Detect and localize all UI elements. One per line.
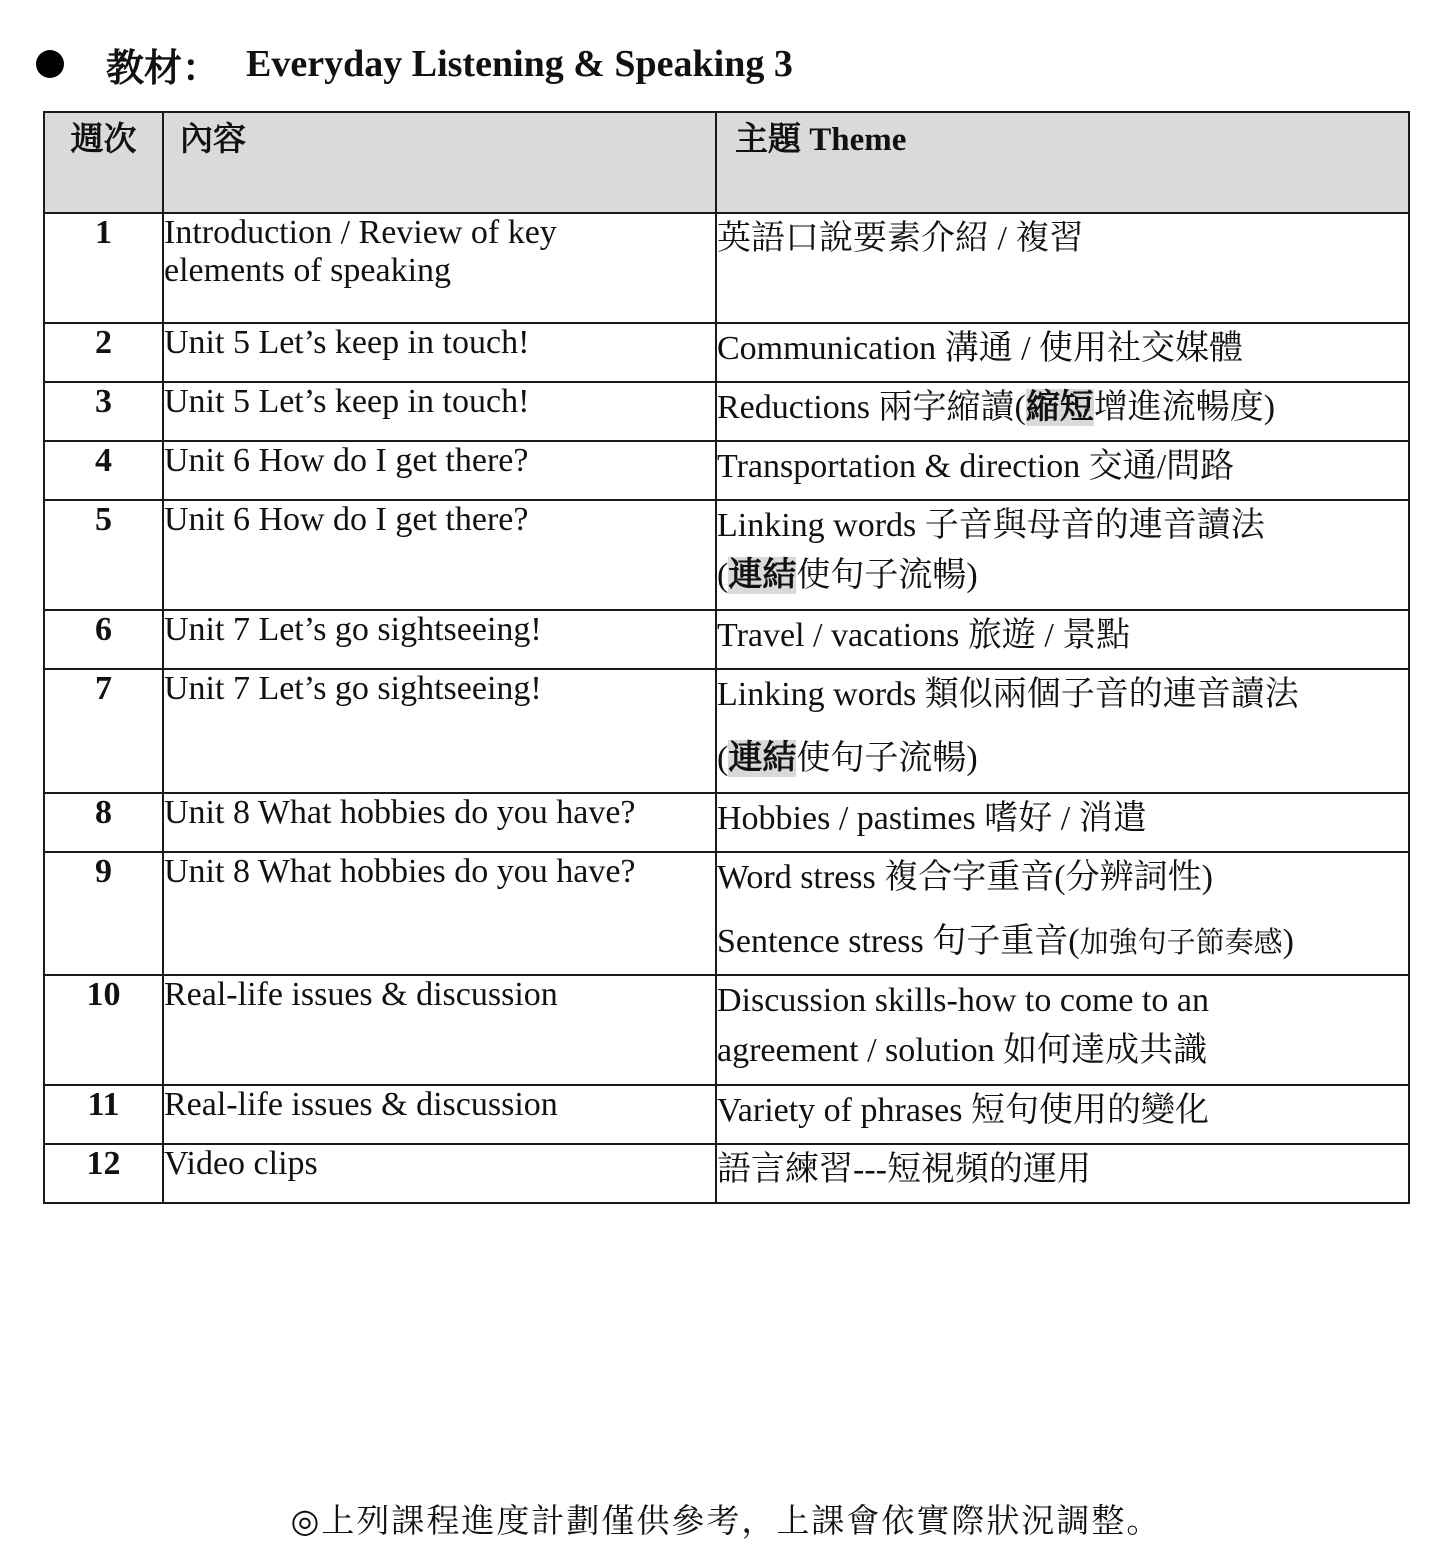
- theme-line: [717, 917, 1408, 968]
- table-row: [44, 1085, 1409, 1144]
- content-cell: [163, 382, 716, 441]
- theme-line: [717, 734, 1408, 784]
- theme-cell: [716, 323, 1409, 382]
- content-line: Unit 8 What hobbies do you have?: [164, 853, 636, 890]
- content-cell: [163, 323, 716, 382]
- table-row: [44, 500, 1409, 610]
- week-number: 5: [44, 500, 163, 610]
- theme-line: 英語口說要素介紹 / 複習: [717, 220, 1084, 257]
- theme-cell: [716, 441, 1409, 500]
- header-week: 週次: [44, 112, 163, 213]
- table-row: [44, 610, 1409, 669]
- textbook-title: Everyday Listening & Speaking 3: [246, 43, 793, 85]
- theme-line: Variety of phrases 短句使用的變化: [717, 1092, 1209, 1129]
- week-number: 6: [44, 610, 163, 669]
- theme-cell: [716, 669, 1409, 793]
- theme-line: Communication 溝通 / 使用社交媒體: [717, 330, 1244, 367]
- week-number: 1: [44, 213, 163, 323]
- table-header-row: [44, 112, 1409, 213]
- theme-cell: [716, 382, 1409, 441]
- content-cell: [163, 500, 716, 610]
- header-content: 內容: [163, 112, 716, 213]
- theme-text: Reductions 兩字縮讀(: [717, 389, 1026, 426]
- theme-text: (: [717, 740, 729, 777]
- highlighted-term: 連結: [728, 557, 797, 594]
- week-number: 4: [44, 441, 163, 500]
- theme-cell: [716, 610, 1409, 669]
- theme-line: Transportation & direction 交通/問路: [717, 448, 1235, 485]
- content-cell: [163, 852, 716, 975]
- header-theme: 主題 Theme: [716, 112, 1409, 213]
- table-row: [44, 975, 1409, 1085]
- content-line: Unit 6 How do I get there?: [164, 501, 529, 538]
- table-row: [44, 382, 1409, 441]
- table-row: [44, 852, 1409, 975]
- week-number: 12: [44, 1144, 163, 1203]
- theme-cell: [716, 852, 1409, 975]
- content-line: Unit 7 Let’s go sightseeing!: [164, 670, 542, 707]
- theme-line: [717, 383, 1408, 433]
- schedule-footnote: ◎上列課程進度計劃僅供參考，上課會依實際狀況調整。: [290, 1504, 1162, 1540]
- heading-label: 教材：: [106, 47, 221, 90]
- theme-line: Linking words 類似兩個子音的連音讀法: [717, 676, 1299, 713]
- content-cell: [163, 1085, 716, 1144]
- theme-text: 使句子流暢): [796, 740, 978, 777]
- theme-line: Linking words 子音與母音的連音讀法: [717, 507, 1265, 544]
- theme-text: Sentence stress 句子重音(: [717, 923, 1080, 960]
- table-row: [44, 441, 1409, 500]
- course-schedule-table: [43, 111, 1410, 1204]
- theme-text-small: 加強句子節奏感: [1079, 927, 1283, 959]
- table-row: [44, 213, 1409, 323]
- theme-text: (: [717, 557, 729, 594]
- bullet-icon: [36, 50, 64, 78]
- content-line: Unit 8 What hobbies do you have?: [164, 794, 636, 831]
- theme-line: agreement / solution 如何達成共識: [717, 1032, 1208, 1069]
- page-heading: [30, 34, 793, 94]
- theme-cell: [716, 975, 1409, 1085]
- theme-cell: [716, 500, 1409, 610]
- content-cell: [163, 610, 716, 669]
- theme-line: 語言練習---短視頻的運用: [717, 1151, 1091, 1188]
- theme-text: 使句子流暢): [796, 557, 978, 594]
- theme-cell: [716, 213, 1409, 323]
- theme-line: Word stress 複合字重音(分辨詞性): [717, 859, 1213, 896]
- week-number: 8: [44, 793, 163, 852]
- content-cell: [163, 441, 716, 500]
- week-number: 7: [44, 669, 163, 793]
- theme-line: [717, 551, 1408, 601]
- content-line: Unit 5 Let’s keep in touch!: [164, 324, 530, 361]
- theme-line: Discussion skills-how to come to an: [717, 982, 1210, 1019]
- content-line: Real-life issues & discussion: [164, 1086, 558, 1123]
- theme-cell: [716, 793, 1409, 852]
- table-row: [44, 323, 1409, 382]
- highlighted-term: 連結: [728, 740, 797, 777]
- content-line: Introduction / Review of key: [164, 214, 557, 251]
- week-number: 2: [44, 323, 163, 382]
- content-line: Unit 5 Let’s keep in touch!: [164, 383, 530, 420]
- week-number: 3: [44, 382, 163, 441]
- week-number: 11: [44, 1085, 163, 1144]
- content-line: Unit 6 How do I get there?: [164, 442, 529, 479]
- table-row: [44, 793, 1409, 852]
- theme-cell: [716, 1144, 1409, 1203]
- content-cell: [163, 975, 716, 1085]
- table-row: [44, 669, 1409, 793]
- content-line: Unit 7 Let’s go sightseeing!: [164, 611, 542, 648]
- content-cell: [163, 793, 716, 852]
- theme-text: ): [1282, 923, 1294, 960]
- content-line: Video clips: [164, 1145, 318, 1182]
- table-row: [44, 1144, 1409, 1203]
- highlighted-term: 縮短: [1025, 389, 1094, 426]
- content-cell: [163, 669, 716, 793]
- theme-line: Travel / vacations 旅遊 / 景點: [717, 617, 1131, 654]
- content-cell: [163, 213, 716, 323]
- week-number: 10: [44, 975, 163, 1085]
- theme-text: 增進流暢度): [1093, 389, 1276, 426]
- week-number: 9: [44, 852, 163, 975]
- theme-cell: [716, 1085, 1409, 1144]
- content-cell: [163, 1144, 716, 1203]
- theme-line: Hobbies / pastimes 嗜好 / 消遣: [717, 800, 1147, 837]
- content-line: elements of speaking: [164, 252, 452, 289]
- content-line: Real-life issues & discussion: [164, 976, 558, 1013]
